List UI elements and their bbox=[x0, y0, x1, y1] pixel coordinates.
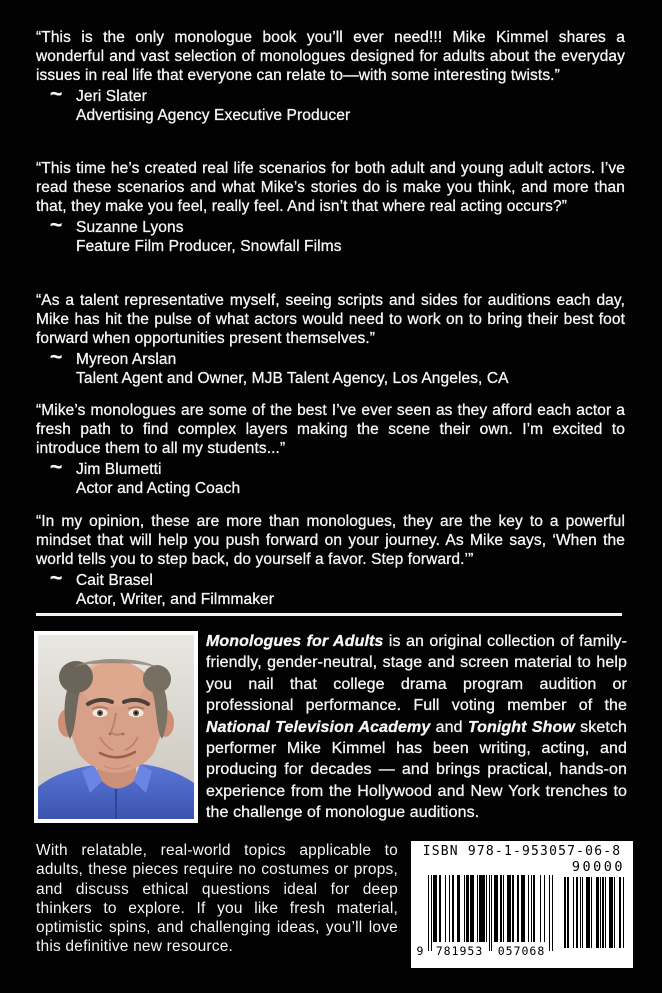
quote-author-name: Jeri Slater bbox=[76, 88, 147, 105]
price-code-label: 90000 bbox=[571, 859, 625, 875]
barcode-main-bars bbox=[428, 875, 553, 951]
barcode-digit-group-1: 781953 bbox=[432, 942, 487, 960]
quote-text: “This time he’s created real life scenarios for both adult and young adult actors. I’ve read these scenarios and what Mike’s stories do is make you think, and more than that, they make you feel, really feel. And isn’t that where real acting occurs?” bbox=[36, 160, 625, 215]
quote-author-role: Advertising Agency Executive Producer bbox=[76, 107, 351, 124]
barcode-digit-group-2: 057068 bbox=[494, 942, 549, 960]
section-divider bbox=[36, 613, 622, 616]
quote-author-name: Suzanne Lyons bbox=[76, 219, 184, 236]
quote-author-role: Actor and Acting Coach bbox=[76, 480, 241, 497]
tilde-mark: ~ bbox=[50, 346, 63, 369]
testimonial-quote bbox=[36, 512, 625, 609]
quote-author-name: Myreon Arslan bbox=[76, 351, 177, 368]
quote-author-name: Cait Brasel bbox=[76, 572, 153, 589]
quote-text: “Mike’s monologues are some of the best I’ve ever seen as they afford each actor a fresh path to find complex layers making the scene their own. I’m excited to introduce them to all my students...” bbox=[36, 402, 625, 457]
headshot-illustration bbox=[38, 635, 194, 819]
quote-author-role: Feature Film Producer, Snowfall Films bbox=[76, 238, 342, 255]
quote-text: “In my opinion, these are more than monologues, they are the key to a powerful mindset that will help you push forward on your journey. As Mike says, ‘When the world tells you to step back, do yourself a favor. Step forward.’” bbox=[36, 513, 625, 568]
tilde-mark: ~ bbox=[50, 83, 63, 106]
bottom-section bbox=[36, 841, 633, 968]
testimonial-quote bbox=[36, 159, 625, 256]
barcode-box bbox=[411, 841, 633, 968]
bio-paragraph: Monologues for Adults is an original collection of family-friendly, gender-neutral, stage and screen material to help you nail that college drama program audition or professional performance. Full voting member of the National Television Academy and Tonight Show sketch performer Mike Kimmel has been writing, acting, and producing for decades — and brings practical, hands-on experience from the Hollywood and New York trenches to the challenge of monologue auditions. bbox=[206, 633, 627, 822]
tilde-mark: ~ bbox=[50, 567, 63, 590]
testimonial-quote bbox=[36, 28, 625, 125]
closing-paragraph: With relatable, real-world topics applicable to adults, these pieces require no costumes or props, and discuss ethical questions ideal for deep thinkers to explore. If you like fresh material, optimistic spins, and challenging ideas, you’ll love this definitive new resource. bbox=[36, 842, 398, 956]
author-bio-section bbox=[34, 631, 627, 824]
isbn-label: ISBN 978-1-953057-06-8 bbox=[422, 844, 622, 859]
barcode-supplement-bars bbox=[563, 877, 624, 948]
testimonial-quote bbox=[36, 291, 625, 388]
quote-author-name: Jim Blumetti bbox=[76, 461, 162, 478]
quote-text: “This is the only monologue book you’ll ever need!!! Mike Kimmel shares a wonderful and vast selection of monologues designed for adults about the everyday issues in real life that everyone can relate to—with some interesting twists.” bbox=[36, 29, 625, 84]
quote-text: “As a talent representative myself, seeing scripts and sides for auditions each day, Mike has hit the pulse of what actors would need to work on to bring their best foot forward when opportunities present themselves.” bbox=[36, 292, 625, 347]
quote-author-role: Actor, Writer, and Filmmaker bbox=[76, 591, 275, 608]
author-headshot-photo bbox=[34, 631, 198, 823]
tilde-mark: ~ bbox=[50, 214, 63, 237]
testimonial-quote bbox=[36, 401, 625, 498]
barcode-digit-left: 9 bbox=[414, 942, 426, 960]
tilde-mark: ~ bbox=[50, 456, 63, 479]
quote-author-role: Talent Agent and Owner, MJB Talent Agency, Los Angeles, CA bbox=[76, 370, 509, 387]
